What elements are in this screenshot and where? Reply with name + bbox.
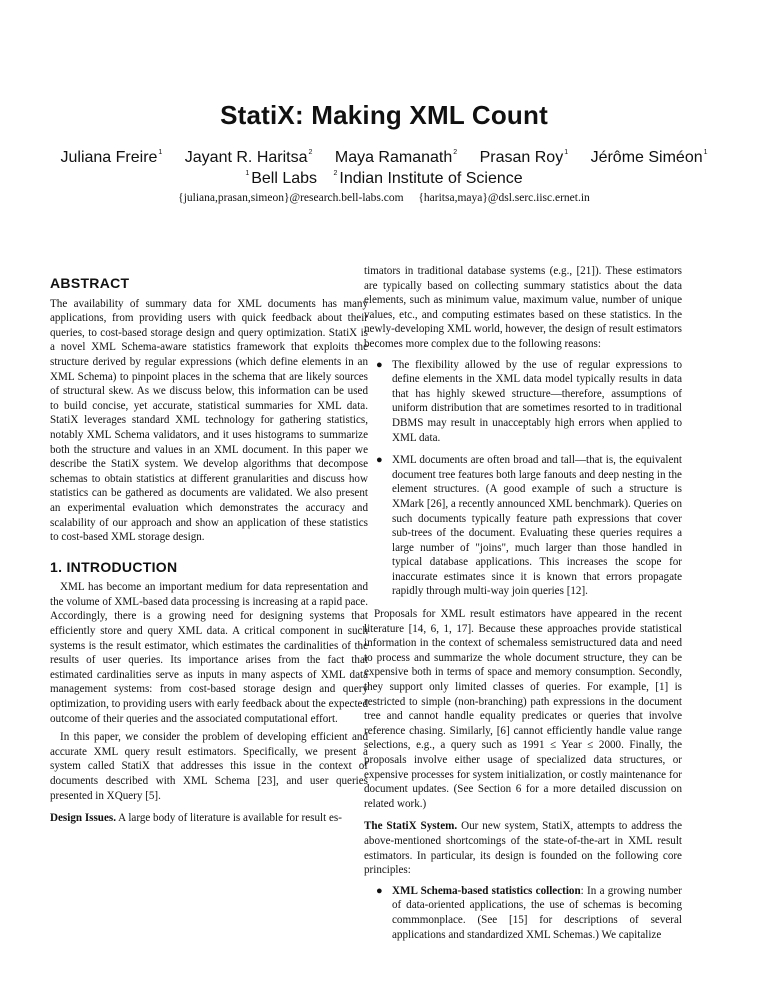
author-freire: Juliana Freire$^1$ <box>60 149 163 166</box>
principles-list <box>364 884 682 942</box>
abstract-heading: ABSTRACT <box>50 275 130 291</box>
email-iisc: {haritsa,maya}@dsl.serc.iisc.ernet.in <box>418 192 590 204</box>
estimators-paragraph: timators in traditional database systems (e.g., [21]). These estimators are typically based on collecting summary statistics about the data elements, such as minimum value, maximum value, number of unique values, etc., and computing estimates based on these statistics. In the newly-developing XML world, however, the design of result estimators becomes more complex due to the following reasons: <box>364 265 682 350</box>
proposals-paragraph: Proposals for XML result estimators have appeared in the recent literature [14, 6, 1, 17]. Because these approaches provide statistical information in the context of schemaless semistructured data and need to process and summarize the whole document structure, they can be expensive both in terms of space and memory consumption. Secondly, they support only limited classes of queries. For example, [1] is restricted to simple (non-branching) path expressions in the document tree and cannot handle equality predicates or queries that involve reference chasing. Similarly, [6] cannot efficiently handle value range selections, e.g., a query such as 1991 ≤ Year ≤ 2000. Finally, the proposals involve either usage of specialized data structures, or expensive processes for system initialization, or costly maintenance for document updates. (See Section 6 for a more detailed discussion on related work.) <box>364 608 682 810</box>
design-issues-text: A large body of literature is available for result es- <box>118 812 342 825</box>
abstract-text: The availability of summary data for XML documents has many applications, from providing users with quick feedback about their queries, to cost-based storage design and query optimization. StatiX is a novel XML Schema-aware statistics framework that exploits the structure derived by regular expressions (which define elements in an XML Schema) to pinpoint places in the schema that are likely sources of structural skew. As we discuss below, this information can be used to build concise, yet accurate, statistical summaries for XML data. StatiX leverages standard XML technology for gathering statistics, notably XML Schema validators, and it uses histograms to summarize both the structure and values in an XML document. In this paper we describe the StatiX system. We develop algorithms that decompose schemas to obtain statistics at different granularities and discuss how statistics can be gathered as documents are validated. We also present an experimental evaluation which demonstrates the accuracy and scalability of our approach and show an application of these statistics to cost-based XML storage design. <box>50 297 368 544</box>
reasons-list <box>364 358 682 600</box>
introduction-heading: 1. INTRODUCTION <box>50 558 178 575</box>
reason-item-broad-tall: ● XML documents are often broad and tall—that is, the equivalent document tree features both large fanouts and deep nesting in the element structures. (A good example of such a structure is XMark [26], a recently announced XML benchmark). Queries on such documents typically feature path expressions that cover sub-trees of the document. Evaluating these queries requires a large number of "joins", much larger than those handled in typical database applications. This increases the scope for inaccurate estimates since it is known that errors propagate rapidly through multi-way join queries [12]. <box>376 454 682 598</box>
author-list <box>0 149 768 167</box>
statix-system-paragraph <box>364 819 682 877</box>
author-ramanath: Maya Ramanath$^2$ <box>334 149 458 166</box>
design-issues-paragraph <box>50 811 368 826</box>
reason-item-skew: ● The flexibility allowed by the use of regular expressions to define elements in the XML data model typically results in data that has highly skewed structure—therefore, assumptions of uniform distribution that are sometimes resorted to in traditional DBMS may result in unacceptably high errors when applied to XML data. <box>376 358 682 444</box>
right-column <box>364 264 682 950</box>
author-haritsa: Jayant R. Haritsa$^2$ <box>184 149 313 166</box>
principle-item-schema: ● XML Schema-based statistics collection: In a growing number of data-oriented applications, the use of schemas is becoming commmonplace. (See [15] for descriptions of several applications and standardized XML Schemas.) We capitalize <box>376 884 682 941</box>
affiliation-list <box>0 170 768 188</box>
bullet-icon: ● <box>376 454 383 467</box>
affiliation-iisc: $^2$ Indian Institute of Science <box>333 170 523 187</box>
bullet-icon: ● <box>376 358 383 371</box>
author-roy: Prasan Roy$^1$ <box>479 149 569 166</box>
email-list <box>0 192 768 204</box>
intro-paragraph-1: XML has become an important medium for data representation and the volume of XML-based data processing is increasing at a rapid pace. Accordingly, there is a growing need for designing systems that efficiently store and query XML data. A critical component in such systems is the result estimator, which estimates the cardinalities of the results of user queries. Its importance arises from the fact that estimated cardinalities serve as inputs in many aspects of XML data management systems: from cost-based storage design and query optimization, to providing users with early feedback about the expected outcome of their queries and the associated computational effort. <box>50 581 368 725</box>
design-issues-runin: Design Issues. <box>50 812 116 825</box>
author-simeon: Jérôme Siméon$^1$ <box>590 149 708 166</box>
bullet-icon: ● <box>376 884 383 897</box>
statix-system-text: Our new system, StatiX, attempts to address the above-mentioned shortcomings of the state-of-the-art in XML result estimators. In particular, its design is founded on the following core principles: <box>364 820 682 877</box>
email-bell-labs: {juliana,prasan,simeon}@research.bell-labs.com <box>178 192 404 204</box>
left-column <box>50 276 368 830</box>
intro-paragraph-2: In this paper, we consider the problem of developing efficient and accurate XML query result estimators. Specifically, we present a system called StatiX that addresses this issue in the context of documents described with XML Schema [23], and user queries presented in XQuery [5]. <box>50 731 368 802</box>
affiliation-bell-labs: $^1$ Bell Labs <box>245 170 318 187</box>
paper-title: StatiX: Making XML Count <box>220 100 548 130</box>
statix-system-runin: The StatiX System. <box>364 820 458 833</box>
